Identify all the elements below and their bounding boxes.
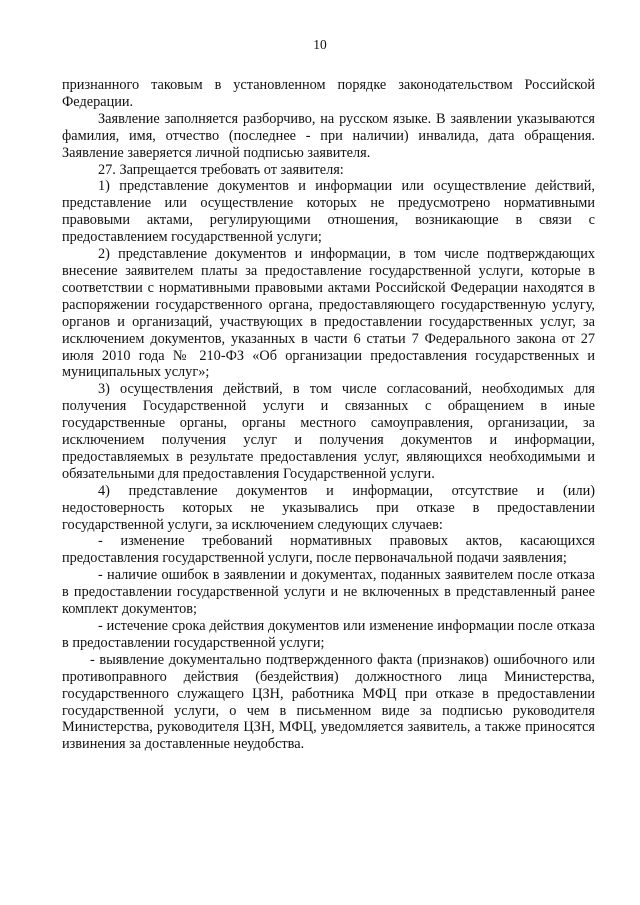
paragraph-item-1: 1) представление документов и информации или осуществление действий, представление или осуществление которых не предусмотрено нормативными правовыми актами, регулирующими отношения, возникающие в связи с предоставлением государственной услуги;	[62, 178, 595, 246]
paragraph-item-4: 4) представление документов и информации, отсутствие и (или) недостоверность которых не указывались при отказе в предоставлении государственной услуги, за исключением следующих случаев:	[62, 482, 595, 533]
list-item-dash-1: - изменение требований нормативных правовых актов, касающихся предоставления государственной услуги, после первоначальной подачи заявления;	[62, 533, 595, 567]
list-item-dash-3: - истечение срока действия документов или изменение информации после отказа в предоставлении государственной услуги;	[62, 618, 595, 651]
page-number: 10	[313, 37, 327, 52]
paragraph-item-2: 2) представление документов и информации, в том числе подтверждающих внесение заявителем платы за предоставление государственной услуги, которые в соответствии с нормативными правовыми актами Российской Федерации находятся в распоряжении государственного органа, предоставляющего государственную услугу, органов и организаций, участвующих в предоставлении государственных услуг, за исключением документов, указанных в части 6 статьи 7 Федерального закона от 27 июля 2010 года № 210-ФЗ «Об организации предоставления государственных и муниципальных услуг»;	[62, 246, 595, 381]
paragraph-item-27: 27. Запрещается требовать от заявителя:	[98, 161, 344, 178]
paragraph-item-3: 3) осуществления действий, в том числе согласований, необходимых для получения Государственной услуги и связанных с обращением в иные государственные органы, органы местного самоуправления, организации, за исключением получения услуг и получения документов и информации, предоставляемых в результате предоставления услуг, являющихся необходимыми и обязательными для предоставления Государственной услуги.	[62, 381, 595, 482]
list-item-dash-2: - наличие ошибок в заявлении и документах, поданных заявителем после отказа в предоставлении государственной услуги и не включенных в представленный ранее комплект документов;	[62, 567, 595, 618]
document-body	[62, 77, 595, 753]
list-item-dash-4: - выявление документально подтвержденного факта (признаков) ошибочного или противоправного действия (бездействия) должностного лица Министерства, государственного служащего ЦЗН, работника МФЦ при отказе в предоставлении государственной услуги, о чем в письменном виде за подписью руководителя Министерства, руководителя ЦЗН, МФЦ, уведомляется заявитель, а также приносятся извинения за доставленные неудобства.	[62, 651, 595, 753]
paragraph-continuation: признанного таковым в установленном порядке законодательством Российской Федерации.	[62, 77, 595, 110]
paragraph-application-rules: Заявление заполняется разборчиво, на русском языке. В заявлении указываются фамилия, имя, отчество (последнее - при наличии) инвалида, дата обращения. Заявление заверяется личной подписью заявителя.	[62, 110, 595, 161]
